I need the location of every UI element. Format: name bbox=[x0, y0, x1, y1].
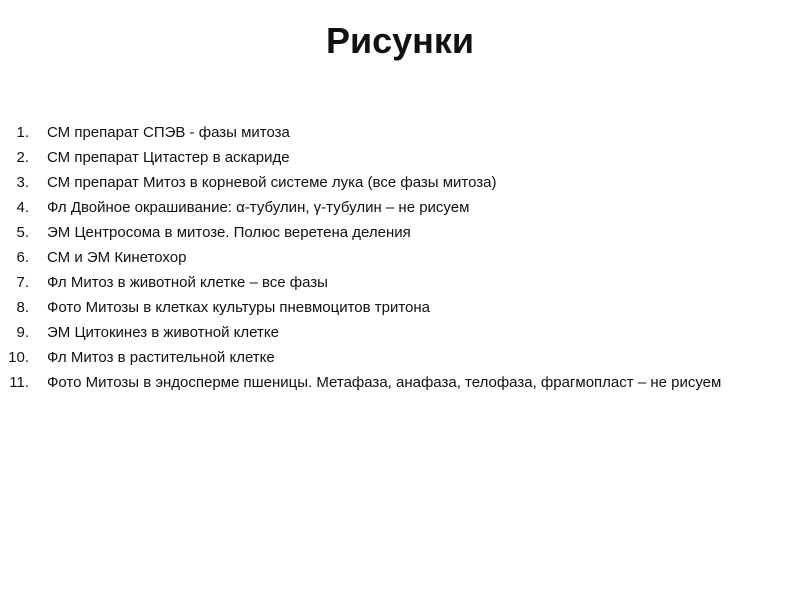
list-item bbox=[0, 220, 800, 245]
list-item-text: Фото Митозы в клетках культуры пневмоцитов тритона bbox=[47, 299, 431, 316]
list-item-text: ЭМ Цитокинез в животной клетке bbox=[47, 324, 279, 341]
list-item bbox=[0, 120, 800, 145]
list-item-text: Фл Митоз в животной клетке – все фазы bbox=[47, 274, 328, 291]
list-item bbox=[0, 170, 800, 195]
list-item-number: 1. bbox=[16, 124, 29, 141]
list-item-text: СМ препарат Цитастер в аскариде bbox=[47, 149, 290, 166]
list-item-number: 3. bbox=[16, 174, 29, 191]
list-item bbox=[0, 370, 800, 395]
list-item bbox=[0, 295, 800, 320]
slide-title: Рисунки bbox=[325, 20, 475, 61]
list-item-number: 8. bbox=[16, 299, 29, 316]
list-item-number: 6. bbox=[16, 249, 29, 266]
list-item-number: 5. bbox=[16, 224, 29, 241]
list-item-number: 7. bbox=[16, 274, 29, 291]
list-item bbox=[0, 345, 800, 370]
list-item bbox=[0, 245, 800, 270]
list-item-text: СМ препарат СПЭВ - фазы митоза bbox=[47, 124, 290, 141]
list-item-text: Фл Двойное окрашивание: α-тубулин, γ-тубулин – не рисуем bbox=[47, 199, 470, 216]
list-item-text: СМ и ЭМ Кинетохор bbox=[47, 249, 187, 266]
list-item-text: Фото Митозы в эндосперме пшеницы. Метафаза, анафаза, телофаза, фрагмопласт – не рисуем bbox=[47, 374, 722, 391]
list-item bbox=[0, 145, 800, 170]
list-item-number: 10. bbox=[8, 349, 29, 366]
list-item-text: Фл Митоз в растительной клетке bbox=[47, 349, 275, 366]
list-item-number: 4. bbox=[16, 199, 29, 216]
list-item bbox=[0, 195, 800, 220]
list-item-number: 9. bbox=[16, 324, 29, 341]
list-item bbox=[0, 320, 800, 345]
figure-list bbox=[0, 120, 800, 395]
list-item-number: 11. bbox=[9, 374, 29, 391]
list-item-number: 2. bbox=[16, 149, 29, 166]
list-item-text: ЭМ Центросома в митозе. Полюс веретена деления bbox=[47, 224, 411, 241]
list-item-text: СМ препарат Митоз в корневой системе лука (все фазы митоза) bbox=[47, 174, 497, 191]
list-item bbox=[0, 270, 800, 295]
